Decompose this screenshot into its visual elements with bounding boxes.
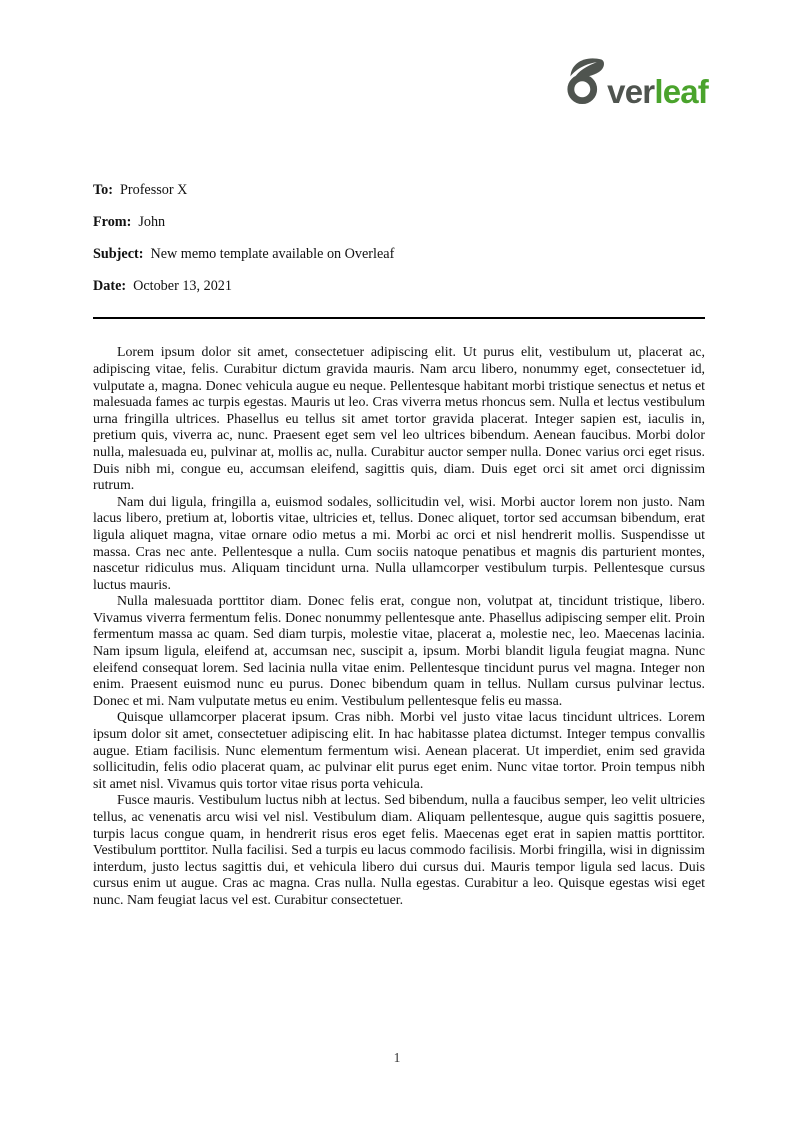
body-paragraph-3: Nulla malesuada porttitor diam. Donec felis erat, congue non, volutpat at, tincidunt tristique, libero. Vivamus viverra fermentum felis. Donec nonummy pellentesque ante. Phasellus adipiscing semper elit. Proin fermentum massa ac quam. Sed diam turpis, molestie vitae, placerat a, molestie nec, leo. Maecenas lacinia. Nam ipsum ligula, eleifend at, accumsan nec, suscipit a, ipsum. Morbi blandit ligula feugiat magna. Nunc eleifend consequat lorem. Sed lacinia nulla vitae enim. Pellentesque tincidunt purus vel magna. Integer non enim. Praesent euismod nunc eu purus. Donec bibendum quam in tellus. Nullam cursus pulvinar lectus. Donec et mi. Nam vulputate metus eu enim. Vestibulum pellentesque felis eu massa.	[93, 594, 705, 709]
date-label: Date:	[93, 278, 127, 294]
memo-body	[93, 345, 705, 909]
body-paragraph-2: Nam dui ligula, fringilla a, euismod sodales, sollicitudin vel, wisi. Morbi auctor lorem non justo. Nam lacus libero, pretium at, lobortis vitae, ultricies et, tellus. Donec aliquet, tortor sed accumsan bibendum, erat ligula aliquet magna, vitae ornare odio metus a mi. Morbi ac orci et nisl hendrerit mollis. Suspendisse ut massa. Cras nec ante. Pellentesque a nulla. Cum sociis natoque penatibus et magnis dis parturient montes, nascetur ridiculus mus. Aliquam tincidunt urna. Nulla ullamcorper vestibulum turpis. Pellentesque cursus luctus mauris.	[93, 494, 705, 593]
memo-field-from	[93, 215, 705, 230]
memo-field-subject	[93, 247, 705, 262]
page-number: 1	[393, 1050, 401, 1065]
body-paragraph-1: Lorem ipsum dolor sit amet, consectetuer adipiscing elit. Ut purus elit, vestibulum ut, placerat ac, adipiscing vitae, felis. Curabitur dictum gravida mauris. Nam arcu libero, nonummy eget, consectetuer id, vulputate a, magna. Donec vehicula augue eu neque. Pellentesque habitant morbi tristique senectus et netus et malesuada fames ac turpis egestas. Mauris ut leo. Cras viverra metus rhoncus sem. Nulla et lectus vestibulum urna fringilla ultrices. Phasellus eu tellus sit amet tortor gravida placerat. Integer sapien est, iaculis in, pretium quis, viverra ac, nunc. Praesent eget sem vel leo ultrices bibendum. Aenean faucibus. Morbi dolor nulla, malesuada eu, pulvinar at, mollis ac, nulla. Curabitur auctor semper nulla. Donec varius orci eget risus. Duis nibh mi, congue eu, accumsan eleifend, sagittis quis, diam. Duis eget orci sit amet orci dignissim rutrum.	[93, 345, 705, 494]
logo-text-green: leaf	[654, 73, 708, 110]
body-paragraph-5: Fusce mauris. Vestibulum luctus nibh at lectus. Sed bibendum, nulla a faucibus semper, leo velit ultricies tellus, ac venenatis arcu wisi vel nisl. Vestibulum diam. Aliquam pellentesque, augue quis sagittis posuere, turpis lacus congue quam, in hendrerit risus eros eget felis. Maecenas eget erat in sapien mattis porttitor. Vestibulum porttitor. Nulla facilisi. Sed a turpis eu lacus commodo facilisis. Morbi fringilla, wisi in dignissim interdum, justo lectus sagittis dui, et vehicula libero dui cursus dui. Mauris tempor ligula sed lacus. Duis cursus enim ut augue. Cras ac magna. Cras nulla. Nulla egestas. Curabitur a leo. Quisque egestas wisi eget nunc. Nam feugiat lacus vel est. Curabitur consectetuer.	[93, 793, 705, 908]
header-divider	[93, 317, 705, 319]
from-label: From:	[93, 214, 132, 230]
to-value: Professor X	[119, 182, 188, 198]
body-paragraph-4: Quisque ullamcorper placerat ipsum. Cras nibh. Morbi vel justo vitae lacus tincidunt ultrices. Lorem ipsum dolor sit amet, consectetuer adipiscing elit. In hac habitasse platea dictumst. Integer tempus convallis augue. Etiam facilisis. Nunc elementum fermentum wisi. Aenean placerat. Ut imperdiet, enim sed gravida sollicitudin, felis odio placerat quam, ac pulvinar elit purus eget enim. Nunc vitae tortor. Proin tempus nibh sit amet nisl. Vivamus quis tortor vitae risus porta vehicula.	[93, 710, 705, 792]
memo-header	[93, 183, 705, 294]
memo-field-to	[93, 183, 705, 198]
subject-label: Subject:	[93, 246, 144, 262]
date-value: October 13, 2021	[133, 278, 232, 294]
memo-field-date	[93, 279, 705, 294]
logo-text-gray: ver	[607, 73, 655, 110]
subject-value: New memo template available on Overleaf	[150, 246, 395, 262]
memo-content	[93, 0, 705, 910]
from-value: John	[138, 214, 166, 230]
to-label: To:	[93, 182, 113, 198]
